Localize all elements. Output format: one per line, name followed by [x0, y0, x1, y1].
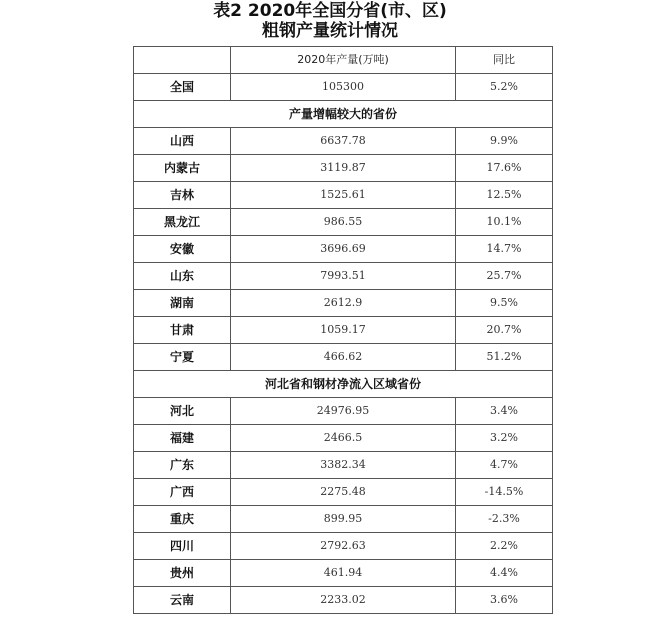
region-name: 吉林 — [134, 182, 231, 209]
region-name: 黑龙江 — [134, 209, 231, 236]
output-value: 3382.34 — [231, 452, 456, 479]
table-row — [134, 425, 553, 452]
header-row — [134, 47, 553, 74]
output-value: 899.95 — [231, 506, 456, 533]
table-row — [134, 560, 553, 587]
section-row — [134, 101, 553, 128]
yoy-value: 9.5% — [456, 290, 553, 317]
region-name: 内蒙古 — [134, 155, 231, 182]
table-row — [134, 344, 553, 371]
section-label-growth: 产量增幅较大的省份 — [134, 101, 553, 128]
output-value: 7993.51 — [231, 263, 456, 290]
table-row — [134, 398, 553, 425]
yoy-value: 9.9% — [456, 128, 553, 155]
yoy-value: 10.1% — [456, 209, 553, 236]
output-value: 105300 — [231, 74, 456, 101]
region-name: 福建 — [134, 425, 231, 452]
output-value: 986.55 — [231, 209, 456, 236]
table-subtitle: 粗钢产量统计情况 — [262, 21, 398, 41]
region-name: 甘肃 — [134, 317, 231, 344]
table-title: 表2 2020年全国分省(市、区) — [213, 1, 447, 21]
output-value: 6637.78 — [231, 128, 456, 155]
yoy-value: 3.4% — [456, 398, 553, 425]
yoy-value: 14.7% — [456, 236, 553, 263]
yoy-value: 3.2% — [456, 425, 553, 452]
output-value: 1059.17 — [231, 317, 456, 344]
output-value: 3119.87 — [231, 155, 456, 182]
table-row — [134, 182, 553, 209]
table-row — [134, 479, 553, 506]
table-row — [134, 128, 553, 155]
table-row — [134, 317, 553, 344]
table-row — [134, 533, 553, 560]
output-value: 2233.02 — [231, 587, 456, 614]
output-value: 461.94 — [231, 560, 456, 587]
yoy-value: -14.5% — [456, 479, 553, 506]
table-row — [134, 263, 553, 290]
region-name: 宁夏 — [134, 344, 231, 371]
section-label-hebei-inflow: 河北省和钢材净流入区域省份 — [134, 371, 553, 398]
output-value: 3696.69 — [231, 236, 456, 263]
output-value: 2466.5 — [231, 425, 456, 452]
table-row — [134, 236, 553, 263]
region-name: 广东 — [134, 452, 231, 479]
section-row — [134, 371, 553, 398]
region-name: 广西 — [134, 479, 231, 506]
yoy-value: 51.2% — [456, 344, 553, 371]
table-row — [134, 506, 553, 533]
region-name: 山东 — [134, 263, 231, 290]
yoy-value: -2.3% — [456, 506, 553, 533]
header-output: 2020年产量(万吨) — [231, 47, 456, 74]
yoy-value: 5.2% — [456, 74, 553, 101]
yoy-value: 25.7% — [456, 263, 553, 290]
output-value: 466.62 — [231, 344, 456, 371]
yoy-value: 20.7% — [456, 317, 553, 344]
region-name: 云南 — [134, 587, 231, 614]
table-row — [134, 290, 553, 317]
region-name: 山西 — [134, 128, 231, 155]
region-name: 河北 — [134, 398, 231, 425]
yoy-value: 4.4% — [456, 560, 553, 587]
yoy-value: 2.2% — [456, 533, 553, 560]
national-row — [134, 74, 553, 101]
yoy-value: 4.7% — [456, 452, 553, 479]
table-row — [134, 155, 553, 182]
region-name: 全国 — [134, 74, 231, 101]
table-row — [134, 587, 553, 614]
region-name: 重庆 — [134, 506, 231, 533]
header-region — [134, 47, 231, 74]
region-name: 四川 — [134, 533, 231, 560]
yoy-value: 17.6% — [456, 155, 553, 182]
output-value: 2612.9 — [231, 290, 456, 317]
yoy-value: 3.6% — [456, 587, 553, 614]
region-name: 湖南 — [134, 290, 231, 317]
region-name: 贵州 — [134, 560, 231, 587]
table-row — [134, 452, 553, 479]
yoy-value: 12.5% — [456, 182, 553, 209]
region-name: 安徽 — [134, 236, 231, 263]
output-value: 2275.48 — [231, 479, 456, 506]
header-yoy: 同比 — [456, 47, 553, 74]
output-value: 1525.61 — [231, 182, 456, 209]
output-value: 24976.95 — [231, 398, 456, 425]
table-row — [134, 209, 553, 236]
steel-output-table — [133, 46, 553, 614]
output-value: 2792.63 — [231, 533, 456, 560]
